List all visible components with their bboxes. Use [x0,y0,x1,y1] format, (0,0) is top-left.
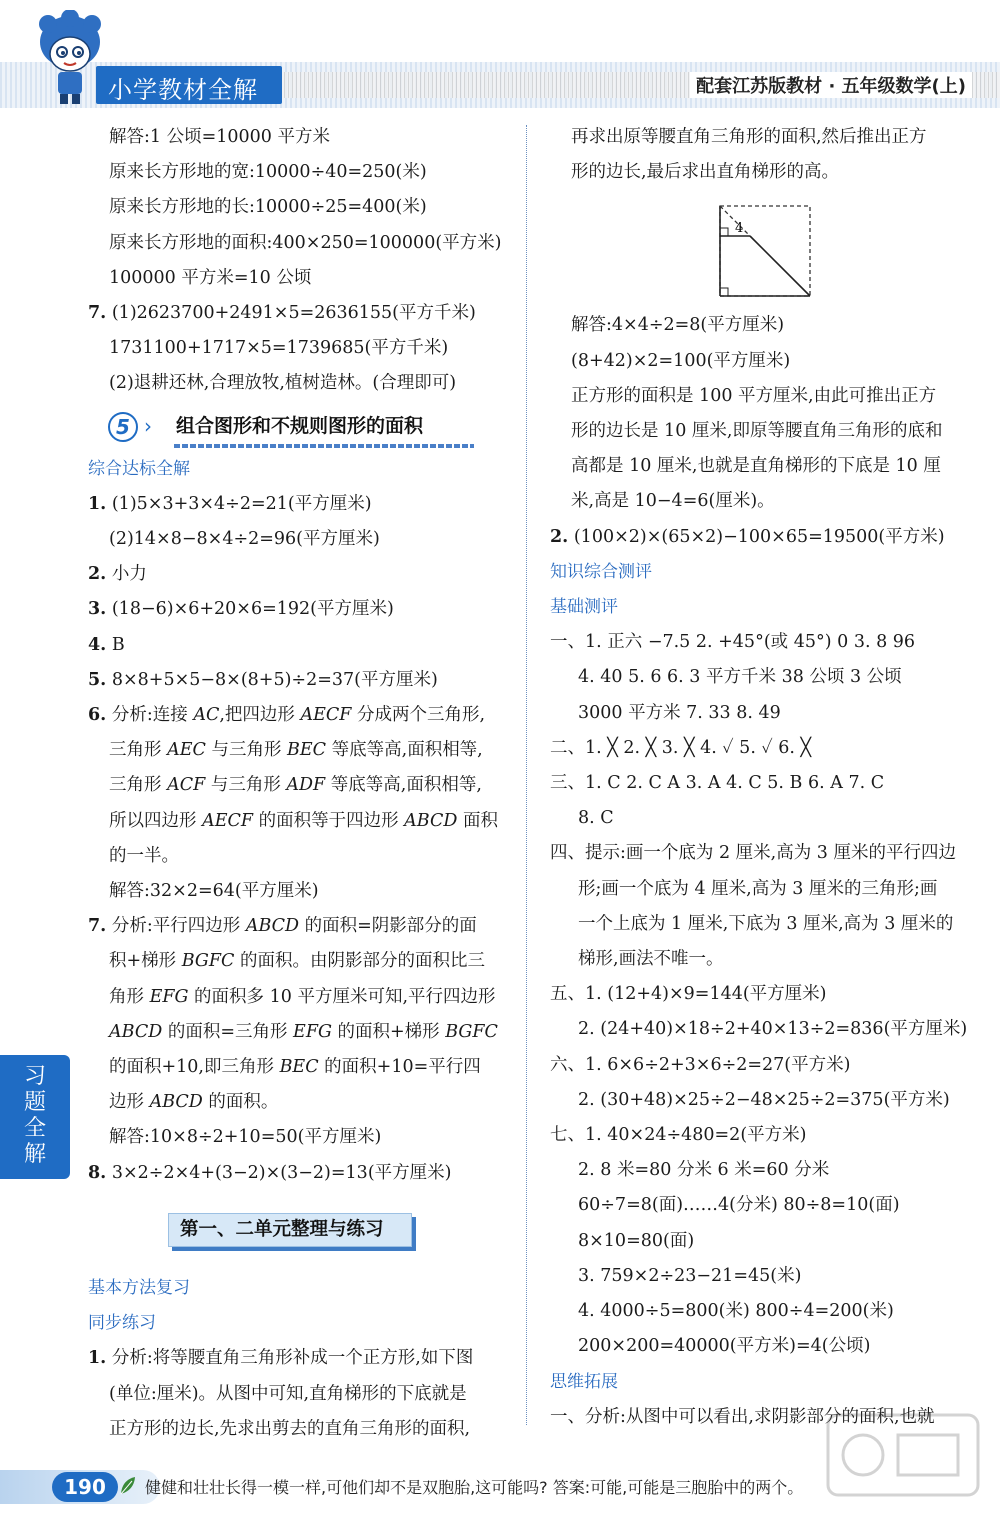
text-line [88,1085,508,1120]
page-header [0,0,1000,115]
text-line: 再求出原等腰直角三角形的面积,然后推出正方 [571,127,927,147]
math-label: BEC [279,1057,319,1078]
text-line [88,944,508,979]
text-run: 的面积+梯形 [331,1021,446,1042]
text-line: 4. 4000÷5=800(米) 800÷4=200(米) [578,1301,894,1322]
right-column [550,120,975,1435]
text-run: 的面积=三角形 [162,1021,294,1042]
question-number: 6. [88,705,107,726]
side-tab-label: 习题全解 [23,1064,46,1167]
answer-text: (18−6)×6+20×6=192(平方厘米) [111,599,394,620]
text-run: 等底等高,面积相等, [326,740,483,761]
math-label: BEC [287,740,327,761]
unit-heading-box [88,1203,508,1261]
sub-heading: 知识综合测评 [550,561,652,582]
page-number: 190 [52,1472,118,1502]
math-label: ABCD [404,810,458,831]
text-run: 分析:平行四边形 [111,916,246,937]
text-line: 原来长方形地的宽:10000÷40=250(米) [109,162,427,183]
question-number: 8. [88,1162,107,1183]
trapezoid-figure [550,190,975,308]
math-label: EFG [293,1021,332,1042]
left-column [88,120,508,1447]
text-line: 形;画一个底为 4 厘米,高为 3 厘米的三角形;画 [578,878,938,899]
text-line [88,733,508,768]
math-label: BGFC [181,951,235,972]
text-line [88,768,508,803]
leaf-icon [118,1474,138,1498]
math-label: AECF [300,705,352,726]
math-label: ABCD [245,916,300,937]
text-line: 1731100+1717×5=1739685(平方千米) [109,338,449,359]
book-title: 小学教材全解 [108,76,258,104]
text-line: 原来长方形地的面积:400×250=100000(平方米) [109,232,502,253]
question-number: 7. [88,916,107,937]
text-line: 8×10=80(面) [578,1230,695,1251]
text-line: (单位:厘米)。从图中可知,直角梯形的下底就是 [109,1383,467,1404]
text-line: 高都是 10 厘米,也就是直角梯形的下底是 10 厘 [571,456,941,477]
math-label: ACF [167,775,206,796]
text-run: 分成两个三角形, [351,705,486,726]
text-line: 的一半。 [109,845,179,866]
answer-text: 分析:将等腰直角三角形补成一个正方形,如下图 [111,1348,474,1369]
item-3 [88,592,508,627]
text-line: 解答:32×2=64(平方厘米) [109,881,319,902]
text-line: 形的边长是 10 厘米,即原等腰直角三角形的底和 [571,421,943,442]
text-line: 解答:10×8÷2+10=50(平方厘米) [109,1127,382,1148]
question-7 [88,296,508,331]
answer-text: (1)2623700+2491×5=2636155(平方千米) [111,303,476,324]
question-number: 3. [88,599,107,620]
text-line: (2)14×8−8×4÷2=96(平方厘米) [109,529,380,550]
item-2 [88,557,508,592]
math-label: ABCD [149,1092,203,1113]
question-number: 1. [88,493,107,514]
text-run: ,把四边形 [219,705,301,726]
item-5 [88,663,508,698]
text-line: 3000 平方米 7. 33 8. 49 [578,702,781,723]
text-run: 边形 [109,1092,150,1113]
part-5-answers: 五、1. (12+4)×9=144(平方厘米) [550,984,827,1005]
page-footer [0,1470,1000,1513]
column-divider [526,125,527,1425]
text-run: 分析:连接 [111,705,194,726]
item-8 [88,1156,508,1191]
sub-heading: 综合达标全解 [88,458,190,479]
text-line [88,1050,508,1085]
section-heading [88,406,508,450]
text-line: 2. (30+48)×25÷2−48×25÷2=375(平方米) [578,1089,950,1110]
item-4 [88,628,508,663]
sub-heading: 基础测评 [550,597,618,618]
text-line: 原来长方形地的长:10000÷25=400(米) [109,197,427,218]
text-line: (2)退耕还林,合理放牧,植树造林。(合理即可) [109,373,457,394]
chevron-right-icon: › [144,413,152,438]
question-number: 2. [550,526,569,547]
text-line: 解答:1 公顷=10000 平方米 [109,127,330,147]
math-label: EFG [149,986,189,1007]
text-line: 米,高是 10−4=6(厘米)。 [571,491,775,512]
text-run: 等底等高,面积相等, [325,775,482,796]
text-run: 所以四边形 [109,810,203,831]
text-line: 一个上底为 1 厘米,下底为 3 厘米,高为 3 厘米的 [578,913,954,934]
text-line [88,804,508,839]
item-7 [88,909,508,944]
math-label: BGFC [445,1021,498,1042]
part-3-answers: 三、1. C 2. C A 3. A 4. C 5. B 6. A 7. C [550,773,885,794]
question-number: 5. [88,669,107,690]
text-line: 形的边长,最后求出直角梯形的高。 [571,162,840,183]
text-line: 解答:4×4÷2=8(平方厘米) [571,315,785,336]
answer-text: (100×2)×(65×2)−100×65=19500(平方米) [573,526,945,547]
text-line: 2. 8 米=80 分米 6 米=60 分米 [578,1160,830,1181]
question-number: 4. [88,634,107,655]
sub-heading: 基本方法复习 [88,1277,190,1298]
text-run: 的面积。由阴影部分的面积比三 [234,951,485,972]
text-run: 积+梯形 [109,951,182,972]
section-title: 组合图形和不规则图形的面积 [176,414,424,437]
text-line [88,1015,508,1050]
part-4-answers: 四、提示:画一个底为 2 厘米,高为 3 厘米的平行四边 [550,843,956,864]
math-label: AEC [167,740,206,761]
series-tag: 配套江苏版教材 · 五年级数学(上) [690,72,972,98]
text-line: 3. 759×2÷23−21=45(米) [578,1265,802,1286]
part-7-answers: 七、1. 40×24÷480=2(平方米) [550,1125,807,1146]
part-6-answers: 六、1. 6×6÷2+3×6÷2=27(平方米) [550,1054,851,1075]
question-number: 2. [88,564,107,585]
sync-item-1 [88,1341,508,1376]
text-line: 梯形,画法不唯一。 [578,949,724,970]
text-run: 的面积+10,即三角形 [109,1057,280,1078]
sub-heading: 思维拓展 [550,1371,618,1392]
text-run: 面积 [457,810,498,831]
item-6 [88,698,508,733]
side-length-label: 4 [735,221,744,237]
answer-text: 3×2÷2×4+(3−2)×(3−2)=13(平方厘米) [111,1162,452,1183]
answer-text: 小力 [111,564,147,585]
sub-heading: 同步练习 [88,1313,156,1334]
text-run: 的面积。 [202,1092,279,1113]
part-1-answers: 一、1. 正六 −7.5 2. +45°(或 45°) 0 3. 8 96 [550,632,916,653]
text-run: 三角形 [109,775,168,796]
unit-title: 第一、二单元整理与练习 [180,1218,384,1240]
math-label: AC [193,705,220,726]
text-line [88,980,508,1015]
question-2 [550,520,975,555]
text-run: 的面积等于四边形 [253,810,405,831]
text-run: 的面积多 10 平方厘米可知,平行四边形 [188,986,496,1007]
text-run: 的面积+10=平行四 [318,1057,481,1078]
question-number: 1. [88,1348,107,1369]
trapezoid-diagram [550,190,975,308]
item-1 [88,487,508,522]
text-line: 2. (24+40)×18÷2+40×13÷2=836(平方厘米) [578,1019,968,1040]
text-line: 正方形的面积是 100 平方厘米,由此可推出正方 [571,385,937,406]
text-run: 的面积=阴影部分的面 [299,916,477,937]
text-line: 正方形的边长,先求出剪去的直角三角形的面积, [109,1418,471,1439]
text-line: 4. 40 5. 6 6. 3 平方千米 38 公顷 3 公顷 [578,667,902,688]
section-underline [174,444,474,448]
math-label: ABCD [109,1021,163,1042]
answer-text: (1)5×3+3×4÷2=21(平方厘米) [111,493,372,514]
text-run: 三角形 [109,740,168,761]
extension-answer: 一、分析:从图中可以看出,求阴影部分的面积,也就 [550,1406,935,1427]
text-line: 200×200=40000(平方米)=4(公顷) [578,1336,871,1357]
text-run: 与三角形 [205,775,287,796]
text-line: 8. C [578,808,614,829]
footer-riddle: 健健和壮壮长得一模一样,可他们却不是双胞胎,这可能吗? 答案:可能,可能是三胞胎中的两个。 [145,1478,804,1497]
math-label: ADF [286,775,326,796]
answer-text: 8×8+5×5−8×(8+5)÷2=37(平方厘米) [111,669,438,690]
math-label: AECF [202,810,254,831]
answer-text: B [111,634,125,655]
section-number-badge: 5 [108,412,138,442]
text-run: 与三角形 [205,740,288,761]
question-number: 7. [88,303,107,324]
text-line: 100000 平方米=10 公顷 [109,267,312,288]
text-line: (8+42)×2=100(平方厘米) [571,350,791,371]
text-line: 60÷7=8(面)……4(分米) 80÷8=10(面) [578,1195,900,1216]
text-run: 角形 [109,986,150,1007]
part-2-answers: 二、1. ╳ 2. ╳ 3. ╳ 4. ✓ 5. ✓ 6. ╳ [550,737,812,758]
